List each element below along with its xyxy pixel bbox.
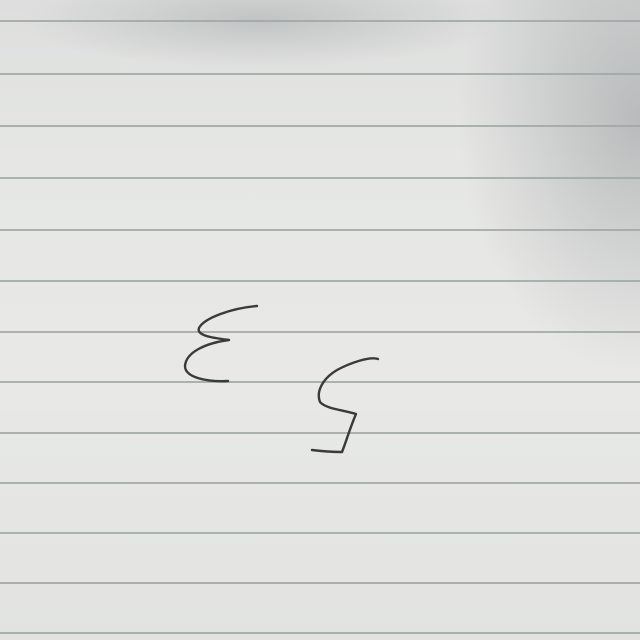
handwritten-epsilon-stroke bbox=[185, 306, 257, 381]
handwritten-sigma-stroke bbox=[312, 358, 378, 452]
